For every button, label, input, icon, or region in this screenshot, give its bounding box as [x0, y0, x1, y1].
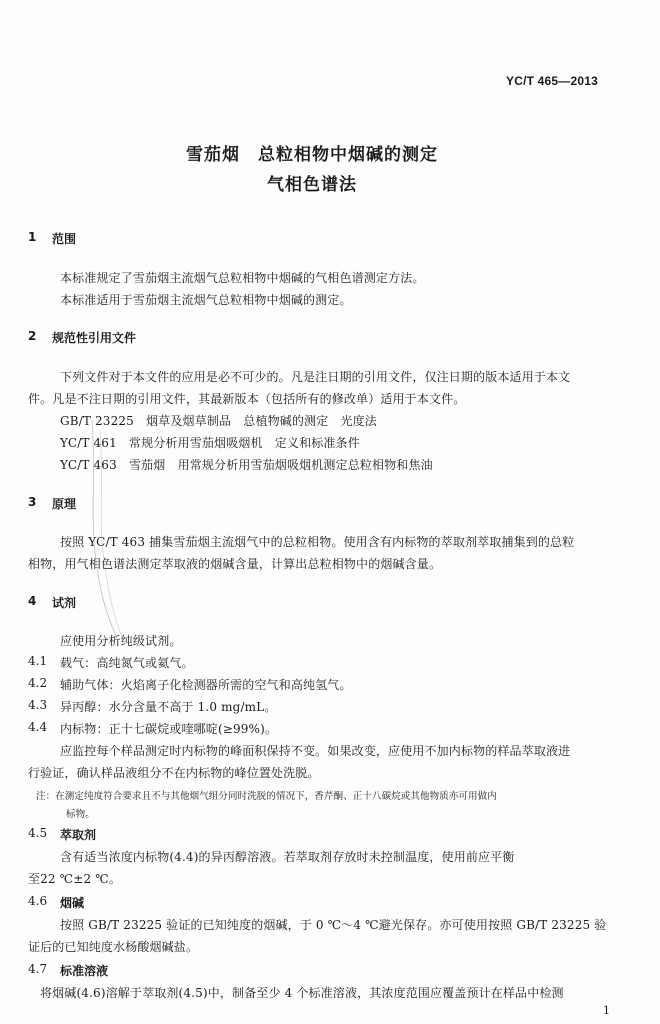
item-4-1-number: 4.1: [28, 654, 48, 668]
item-4-2-number: 4.2: [28, 676, 48, 690]
section-4-number: 4: [28, 594, 37, 608]
item-4-4-text: 内标物：正十七碳烷或喹哪啶(≥99%)。: [60, 722, 278, 736]
section-1-paragraph-2: 本标准适用于雪茄烟主流烟气总粒相物中烟碱的测定。: [60, 293, 352, 307]
section-3-paragraph-line-1: 按照 YC/T 463 捕集雪茄烟主流烟气中的总粒相物。使用含有内标物的萃取剂萃取捕集到的总粒: [60, 535, 575, 549]
reference-gb-t-23225: GB/T 23225 烟草及烟草制品 总植物碱的测定 光度法: [60, 414, 377, 428]
item-4-4-number: 4.4: [28, 720, 48, 734]
item-4-2-text: 辅助气体：火焰离子化检测器所需的空气和高纯氢气。: [60, 678, 352, 692]
section-3-number: 3: [28, 495, 37, 509]
note-line-2: 标物。: [66, 809, 95, 820]
section-2-heading: 规范性引用文件: [52, 331, 137, 345]
reference-yc-t-463: YC/T 463 雪茄烟 用常规分析用雪茄烟吸烟机测定总粒相物和焦油: [60, 458, 433, 472]
reference-yc-t-461: YC/T 461 常规分析用雪茄烟吸烟机 定义和标准条件: [60, 436, 360, 450]
item-4-5-number: 4.5: [28, 826, 48, 840]
item-4-7-number: 4.7: [28, 962, 48, 976]
item-4-5-paragraph-line-1: 含有适当浓度内标物(4.4)的异丙醇溶液。若萃取剂存放时未控制温度，使用前应平衡: [60, 850, 515, 864]
item-4-1-text: 载气：高纯氮气或氦气。: [60, 656, 194, 670]
item-4-5-paragraph-line-2: 至22 ℃±2 ℃。: [28, 872, 121, 886]
document-title-line1: 雪茄烟 总粒相物中烟碱的测定: [186, 145, 438, 165]
scratch-line-1: [92, 420, 118, 640]
item-4-4-paragraph-line-1: 应监控每个样品测定时内标物的峰面积保持不变。如果改变，应使用不加内标物的样品萃取液进: [60, 744, 571, 758]
section-1-heading: 范围: [52, 232, 77, 246]
item-4-4-paragraph-line-2: 行验证，确认样品液组分不在内标物的峰位置处洗脱。: [28, 766, 320, 780]
item-4-6-paragraph-line-2: 证后的已知纯度水杨酸烟碱盐。: [28, 940, 199, 954]
standard-code: YC/T 465—2013: [506, 74, 598, 88]
item-4-6-heading: 烟碱: [60, 896, 85, 910]
item-4-6-number: 4.6: [28, 894, 48, 908]
note-line-1: 注：在测定纯度符合要求且不与其他烟气组分同时洗脱的情况下，香芹酮、正十八碳烷或其他物质亦可用做内: [36, 791, 497, 802]
section-1-paragraph-1: 本标准规定了雪茄烟主流烟气总粒相物中烟碱的气相色谱测定方法。: [60, 271, 425, 285]
section-1-number: 1: [28, 230, 37, 244]
item-4-7-heading: 标准溶液: [60, 964, 109, 978]
section-4-heading: 试剂: [52, 596, 77, 610]
item-4-6-paragraph-line-1: 按照 GB/T 23225 验证的已知纯度的烟碱，于 0 ℃～4 ℃避光保存。亦可使用按照 GB/T 23225 验: [60, 918, 607, 932]
item-4-3-number: 4.3: [28, 698, 48, 712]
item-4-3-text: 异丙醇：水分含量不高于 1.0 mg/mL。: [60, 700, 277, 714]
page-number: 1: [603, 1004, 610, 1017]
section-3-heading: 原理: [52, 497, 77, 511]
section-2-paragraph-line-1: 下列文件对于本文件的应用是必不可少的。凡是注日期的引用文件，仅注日期的版本适用于本文: [60, 370, 571, 384]
section-2-paragraph-line-2: 件。凡是不注日期的引用文件，其最新版本（包括所有的修改单）适用于本文件。: [28, 392, 466, 406]
item-4-7-paragraph-line-1: 将烟碱(4.6)溶解于萃取剂(4.5)中，制备至少 4 个标准溶液，其浓度范围应覆盖预计在样品中检测: [40, 986, 564, 1000]
item-4-5-heading: 萃取剂: [60, 828, 97, 842]
section-2-number: 2: [28, 329, 37, 343]
section-3-paragraph-line-2: 相物，用气相色谱法测定萃取液的烟碱含量，计算出总粒相物中的烟碱含量。: [28, 557, 442, 571]
document-title-line2: 气相色谱法: [267, 175, 357, 195]
section-4-intro: 应使用分析纯级试剂。: [60, 634, 182, 648]
